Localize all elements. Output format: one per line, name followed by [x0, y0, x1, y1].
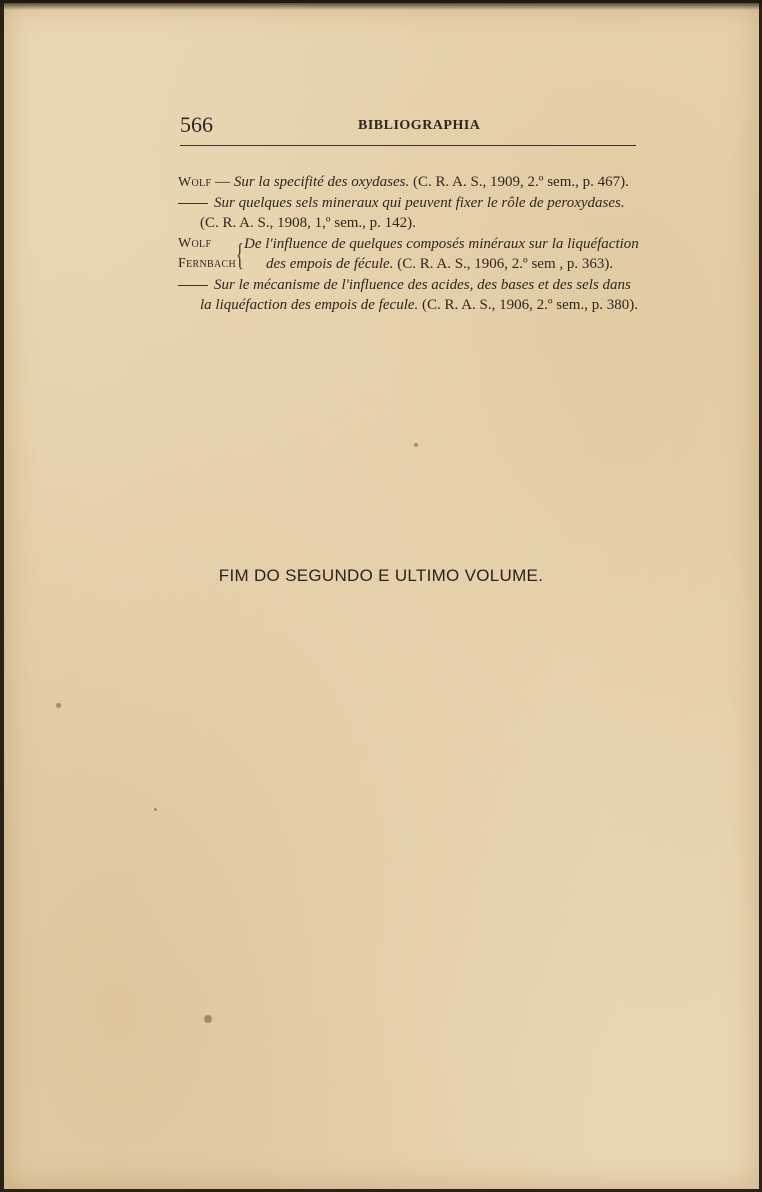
author-name: Fernbach	[178, 256, 236, 271]
entry-line	[244, 234, 639, 255]
entry-reference: (C. R. A. S., 1908, 1,º sem., p. 142).	[200, 215, 416, 231]
entry-reference: (C. R. A. S., 1909, 2.º sem., p. 467).	[409, 174, 629, 190]
dash-separator: —	[211, 174, 234, 190]
entry-line	[244, 254, 639, 275]
bibliography-list	[178, 172, 638, 316]
brace-glyph: {	[235, 235, 244, 272]
entry-title: Sur quelques sels mineraux qui peuvent fixer le rôle de peroxydases.	[214, 194, 625, 211]
bib-entry	[178, 193, 638, 214]
paper-speck	[414, 443, 418, 447]
ditto-dash	[178, 285, 208, 286]
entry-title: De l'influence de quelques composés minéraux sur la liquéfaction	[243, 235, 639, 252]
entry-title: Sur le mécanisme de l'influence des acides, des bases et des sels dans	[214, 276, 631, 293]
bib-entry	[178, 275, 638, 296]
entry-title: Sur la specifité des oxydases.	[233, 174, 410, 190]
author-name: Wolf	[178, 175, 212, 190]
bib-entry	[178, 234, 638, 275]
entry-reference: (C. R. A. S., 1906, 2.º sem., p. 380).	[418, 297, 638, 313]
bib-entry-continuation	[178, 213, 638, 234]
closing-statement: FIM DO SEGUNDO E ULTIMO VOLUME.	[218, 566, 544, 585]
header-rule	[180, 145, 636, 146]
bib-entry	[178, 172, 638, 193]
entry-body	[244, 234, 639, 275]
paper-speck	[56, 703, 61, 708]
entry-reference: (C. R. A. S., 1906, 2.º sem , p. 363).	[393, 256, 614, 272]
author-group	[178, 234, 236, 275]
page-number: 566	[180, 112, 213, 137]
running-head: BIBLIOGRAPHIA	[358, 118, 481, 133]
entry-title: la liquéfaction des empois de fecule.	[200, 297, 419, 313]
author-name: Wolf	[178, 235, 212, 251]
page-header	[180, 110, 636, 140]
scan-edge	[0, 0, 762, 10]
bib-entry-continuation	[178, 295, 638, 316]
paper-speck	[204, 1015, 212, 1023]
entry-title: des empois de fécule.	[265, 256, 394, 272]
ditto-dash	[178, 203, 208, 204]
paper-speck	[154, 808, 157, 811]
